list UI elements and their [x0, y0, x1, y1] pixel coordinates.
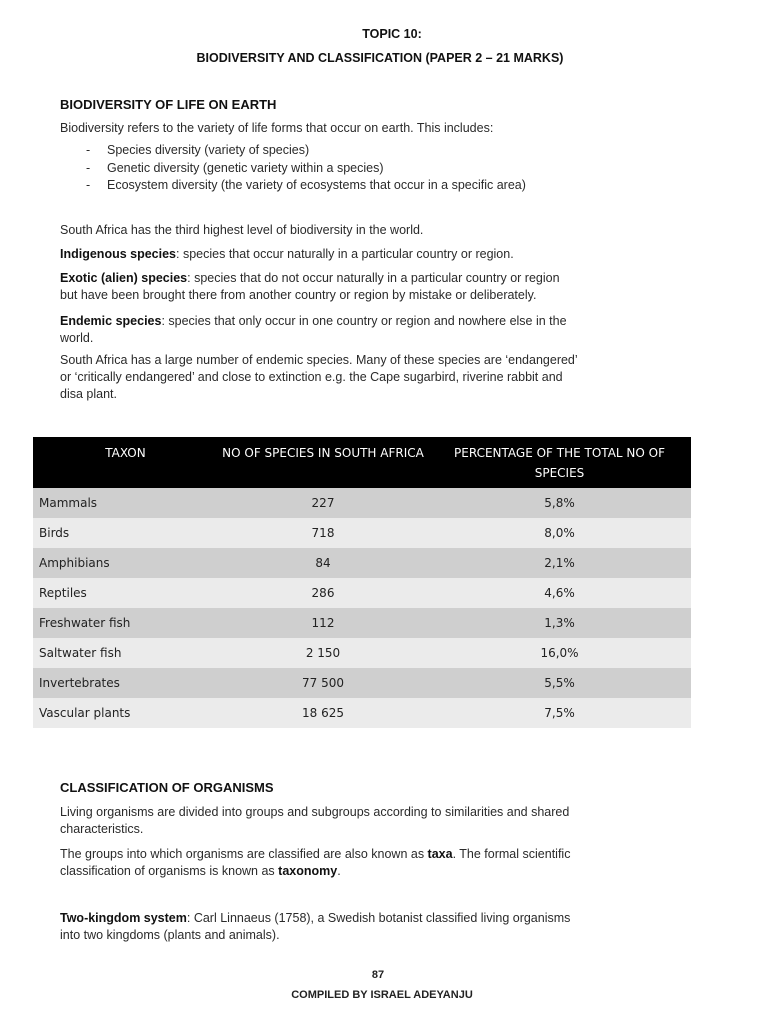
table-row [33, 578, 691, 608]
percent-cell: 5,5% [428, 668, 691, 698]
taxon-cell: Invertebrates [33, 668, 218, 698]
paragraph-text: . The formal scientific [452, 847, 571, 861]
table-header-row [33, 437, 691, 488]
count-cell: 718 [218, 518, 428, 548]
endangered-line: or ‘critically endangered’ and close to extinction e.g. the Cape sugarbird, riverine rabbit and [60, 370, 563, 384]
classification-paragraph-2 [60, 846, 570, 880]
exotic-def: : species that do not occur naturally in a particular country or region [187, 271, 560, 285]
paragraph-text: . [337, 864, 341, 878]
diversity-list [82, 142, 526, 195]
endemic-def-cont: world. [60, 331, 94, 345]
table-row [33, 548, 691, 578]
two-kingdom-term: Two-kingdom system [60, 911, 187, 925]
count-cell: 77 500 [218, 668, 428, 698]
count-cell: 286 [218, 578, 428, 608]
taxon-cell: Mammals [33, 488, 218, 518]
indigenous-term: Indigenous species [60, 247, 177, 261]
indigenous-def: : species that occur naturally in a particular country or region. [176, 247, 514, 261]
taxon-cell: Birds [33, 518, 218, 548]
count-cell: 84 [218, 548, 428, 578]
classification-paragraph-1 [60, 804, 569, 838]
taxonomy-term: taxonomy [278, 864, 338, 878]
biodiversity-heading: BIODIVERSITY OF LIFE ON EARTH [60, 97, 277, 112]
two-kingdom-def: : Carl Linnaeus (1758), a Swedish botanist classified living organisms [186, 911, 571, 925]
endangered-line: South Africa has a large number of endemic species. Many of these species are ‘endangered’ [60, 353, 578, 367]
two-kingdom-paragraph [60, 910, 570, 944]
count-cell: 227 [218, 488, 428, 518]
table-row [33, 698, 691, 728]
endangered-paragraph [60, 352, 578, 403]
header-percentage: PERCENTAGE OF THE TOTAL NO OF SPECIES [428, 437, 691, 488]
percent-cell: 7,5% [428, 698, 691, 728]
percent-cell: 16,0% [428, 638, 691, 668]
table-row [33, 608, 691, 638]
biodiversity-intro: Biodiversity refers to the variety of life forms that occur on earth. This includes: [60, 121, 494, 135]
sa-biodiversity-text: South Africa has the third highest level of biodiversity in the world. [60, 223, 424, 237]
exotic-definition [60, 270, 560, 304]
list-item: - Ecosystem diversity (the variety of ecosystems that occur in a specific area) [82, 177, 526, 195]
endemic-term: Endemic species [60, 314, 162, 328]
footer-credit: COMPILED BY ISRAEL ADEYANJU [291, 989, 473, 1001]
count-cell: 18 625 [218, 698, 428, 728]
table-row [33, 638, 691, 668]
taxon-cell: Vascular plants [33, 698, 218, 728]
exotic-term: Exotic (alien) species [60, 271, 188, 285]
header-species-count: NO OF SPECIES IN SOUTH AFRICA [218, 437, 428, 488]
endangered-line: disa plant. [60, 387, 117, 401]
count-cell: 2 150 [218, 638, 428, 668]
percent-cell: 8,0% [428, 518, 691, 548]
list-item: - Species diversity (variety of species) [82, 142, 526, 160]
two-kingdom-def-cont: into two kingdoms (plants and animals). [60, 928, 280, 942]
percent-cell: 2,1% [428, 548, 691, 578]
page-number: 87 [371, 969, 385, 981]
endemic-def: : species that only occur in one country or region and nowhere else in the [161, 314, 567, 328]
taxon-cell: Reptiles [33, 578, 218, 608]
taxa-term: taxa [427, 847, 453, 861]
paragraph-text: classification of organisms is known as [60, 864, 279, 878]
taxon-cell: Amphibians [33, 548, 218, 578]
endemic-definition [60, 313, 567, 347]
table-row [33, 518, 691, 548]
topic-label: TOPIC 10: [362, 27, 422, 41]
paragraph-line: Living organisms are divided into groups and subgroups according to similarities and shared [60, 805, 570, 819]
classification-heading: CLASSIFICATION OF ORGANISMS [60, 780, 274, 795]
percent-cell: 5,8% [428, 488, 691, 518]
taxon-cell: Saltwater fish [33, 638, 218, 668]
paragraph-line: characteristics. [60, 822, 144, 836]
percent-cell: 4,6% [428, 578, 691, 608]
table-row [33, 668, 691, 698]
header-taxon: TAXON [33, 437, 218, 488]
page-title: BIODIVERSITY AND CLASSIFICATION (PAPER 2 – 21 MARKS) [196, 51, 564, 65]
paragraph-text: The groups into which organisms are classified are also known as [60, 847, 428, 861]
table-row [33, 488, 691, 518]
species-table [33, 437, 691, 728]
exotic-def-cont: but have been brought there from another country or region by mistake or deliberately. [60, 288, 537, 302]
indigenous-definition [60, 246, 514, 263]
percent-cell: 1,3% [428, 608, 691, 638]
list-item: - Genetic diversity (genetic variety within a species) [82, 160, 526, 178]
taxon-cell: Freshwater fish [33, 608, 218, 638]
count-cell: 112 [218, 608, 428, 638]
